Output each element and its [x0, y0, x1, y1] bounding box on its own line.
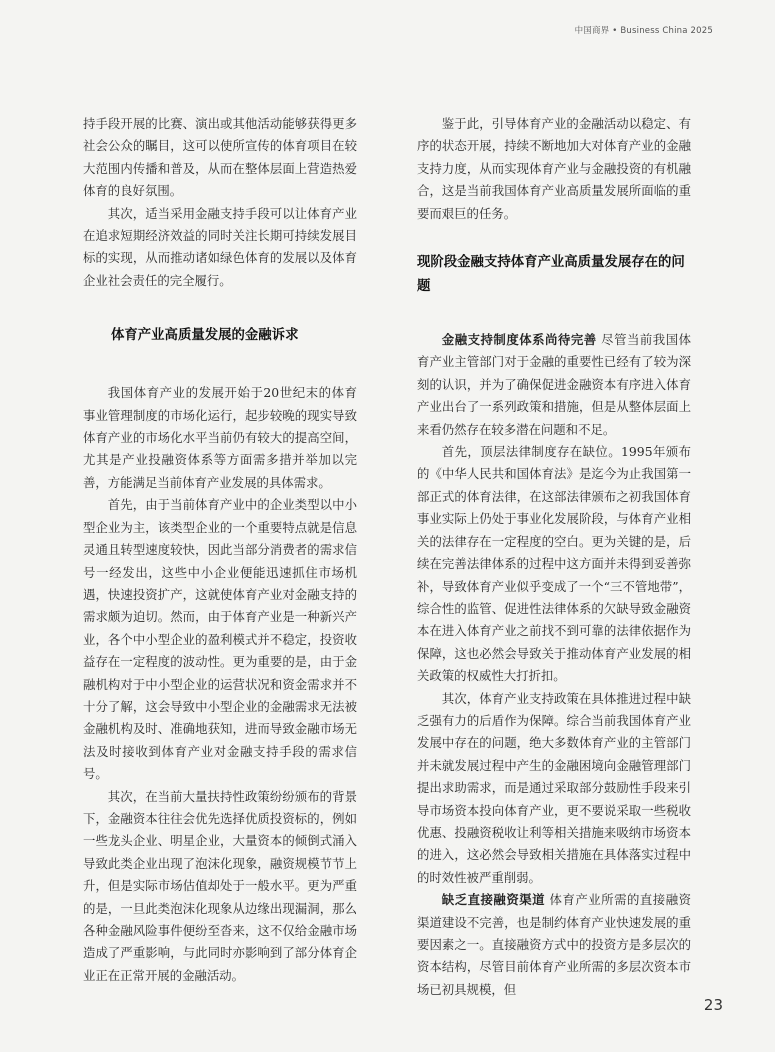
- left-paragraph-3: 我国体育产业的发展开始于20世纪末的体育事业管理制度的市场化运行，起步较晚的现实导致体育产业的市场化水平当前仍有较大的提高空间，尤其是产业投融资体系等方面需多措并举加以完善，方能满足当前体育产业发展的具体需求。: [83, 385, 357, 490]
- run-in-heading-direct-financing: 缺乏直接融资渠道: [441, 892, 546, 908]
- right-paragraph-2: [417, 329, 691, 441]
- right-column: [417, 113, 691, 1001]
- right-paragraph-3: 首先，顶层法律制度存在缺位。1995年颁布的《中华人民共和国体育法》是迄今为止我国第一部正式的体育法律，在这部法律颁布之初我国体育事业实际上仍处于事业化发展阶段，与体育产业相关的法律存在一定程度的空白。更为关键的是，后续在完善法律体系的过程中这方面并未得到妥善弥补，导致体育产业似乎变成了一个“三不管地带”，综合性的监管、促进性法律体系的欠缺导致金融资本在进入体育产业之前找不到可靠的法律依据作为保障，这也必然会导致关于推动体育产业发展的相关政策的权威性大打折扣。: [417, 444, 691, 684]
- page-number: 23: [703, 996, 723, 1014]
- left-paragraph-4: 首先，由于当前体育产业中的企业类型以中小型企业为主，该类型企业的一个重要特点就是信息灵通且转型速度较快，因此当部分消费者的需求信号一经发出，这些中小企业便能迅速抓住市场机遇，快速投资扩产，这就使体育产业对金融支持的需求颇为迫切。然而，由于体育产业是一种新兴产业，各个中小型企业的盈利模式并不稳定，投资收益存在一定程度的波动性。更为重要的是，由于金融机构对于中小型企业的运营状况和资金需求并不十分了解，这会导致中小型企业的金融需求无法被金融机构及时、准确地获知，进而导致金融市场无法及时接收到体育产业对金融支持手段的需求信号。: [83, 497, 357, 782]
- section-heading-financial-demands: 体育产业高质量发展的金融诉求: [111, 328, 299, 344]
- left-paragraph-1: 持手段开展的比赛、演出或其他活动能够获得更多社会公众的瞩目，这可以使所宣传的体育项目在较大范围内传播和普及，从而在整体层面上营造热爱体育的良好氛围。: [83, 116, 357, 199]
- section-heading-existing-problems: 现阶段金融支持体育产业高质量发展存在的问题: [417, 255, 685, 295]
- right-paragraph-4: 其次，体育产业支持政策在具体推进过程中缺乏强有力的后盾作为保障。综合当前我国体育产业发展中存在的问题，绝大多数体育产业的主管部门并未就发展过程中产生的金融困境向金融管理部门提出求助需求，而是通过采取部分鼓励性手段来引导市场资本投向体育产业，更不要说采取一些税收优惠、投融资税收让利等相关措施来吸纳市场资本的进入，这必然会导致相关措施在具体落实过程中的时效性被严重削弱。: [417, 690, 691, 885]
- run-in-heading-system: 金融支持制度体系尚待完善: [441, 332, 597, 348]
- right-paragraph-5-text: 体育产业所需的直接融资渠道建设不完善，也是制约体育产业快速发展的重要因素之一。直接融资方式中的投资方是多层次的资本结构，尽管目前体育产业所需的多层次资本市场已初具规模，但: [417, 892, 692, 997]
- right-paragraph-1: 鉴于此，引导体育产业的金融活动以稳定、有序的状态开展，持续不断地加大对体育产业的金融支持力度，从而实现体育产业与金融投资的有机融合，这是当前我国体育产业高质量发展所面临的重要而艰巨的任务。: [417, 116, 691, 221]
- right-paragraph-2-text: 尽管当前我国体育产业主管部门对于金融的重要性已经有了较为深刻的认识，并为了确保促进金融资本有序进入体育产业出台了一系列政策和措施，但是从整体层面上来看仍然存在较多潜在问题和不足。: [417, 332, 692, 437]
- right-paragraph-5: [417, 889, 691, 1001]
- left-paragraph-5: 其次，在当前大量扶持性政策纷纷颁布的背景下，金融资本往往会优先选择优质投资标的，例如一些龙头企业、明星企业，大量资本的倾倒式涌入导致此类企业出现了泡沫化现象，融资规模节节上升，但是实际市场估值却处于一般水平。更为严重的是，一旦此类泡沫化现象从边缘出现漏洞，那么各种金融风险事件便纷至沓来，这不仅给金融市场造成了严重影响，与此同时亦影响到了部分体育企业正在正常开展的金融活动。: [83, 788, 357, 983]
- running-header: 中国商界 • Business China 2025: [574, 26, 713, 36]
- left-column: [83, 113, 357, 987]
- left-paragraph-2: 其次，适当采用金融支持手段可以让体育产业在追求短期经济效益的同时关注长期可持续发展目标的实现，从而推动诸如绿色体育的发展以及体育企业社会责任的完全履行。: [83, 205, 357, 288]
